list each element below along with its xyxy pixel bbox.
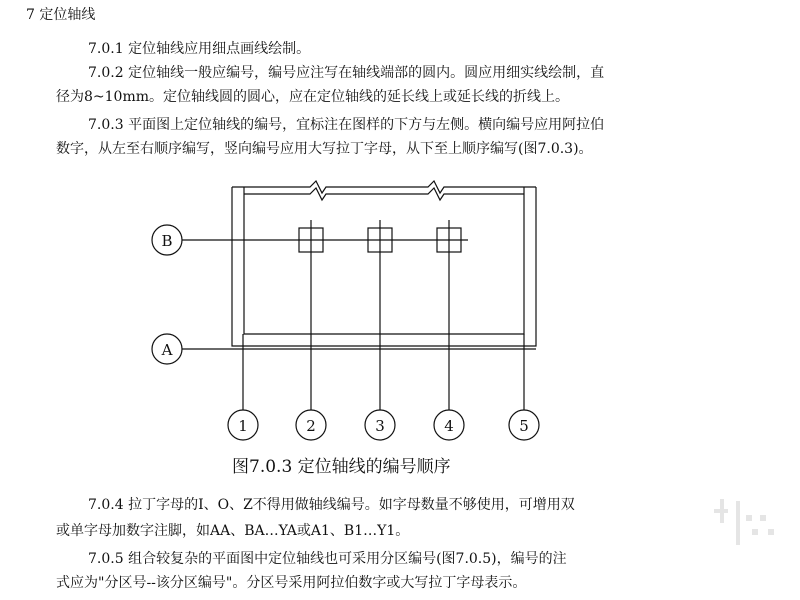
axis-label-a: A <box>161 341 173 359</box>
axis-label-1: 1 <box>238 417 248 435</box>
axis-label-4: 4 <box>444 417 454 435</box>
paragraph-7-0-1: 7.0.1 定位轴线应用细点画线绘制。 <box>88 41 311 57</box>
top-wall-inner-line <box>244 188 524 200</box>
paragraph-7-0-2-line-1: 7.0.2 定位轴线一般应编号，编号应注写在轴线端部的圆内。圆应用细实线绘制，直 <box>88 65 605 81</box>
top-wall-line <box>232 181 536 193</box>
paragraph-7-0-2-line-2: 径为8~10mm。定位轴线圆的圆心，应在定位轴线的延长线上或延长线的折线上。 <box>56 89 570 105</box>
paragraph-7-0-5-line-1: 7.0.5 组合较复杂的平面图中定位轴线也可采用分区编号(图7.0.5)，编号的注 <box>88 551 567 567</box>
axis-label-3: 3 <box>375 417 385 435</box>
paragraph-7-0-4-line-2: 或单字母加数字注脚，如AA、BA…YA或A1、B1…Y1。 <box>56 523 410 539</box>
paragraph-7-0-3-line-2: 数字，从左至右顺序编写，竖向编号应用大写拉丁字母，从下至上顺序编写(图7.0.3)。 <box>56 141 593 157</box>
watermark-icon <box>712 495 782 555</box>
figure-caption: 图7.0.3 定位轴线的编号顺序 <box>232 457 451 477</box>
outer-wall-line <box>232 187 536 346</box>
paragraph-7-0-3-line-1: 7.0.3 平面图上定位轴线的编号，宜标注在图样的下方与左侧。横向编号应用阿拉伯 <box>88 117 605 133</box>
axis-label-2: 2 <box>306 417 316 435</box>
axis-label-5: 5 <box>519 417 529 435</box>
axis-label-b: B <box>161 232 173 250</box>
section-heading: 7 定位轴线 <box>26 7 96 23</box>
paragraph-7-0-4-line-1: 7.0.4 拉丁字母的I、O、Z不得用做轴线编号。如字母数量不够使用，可增用双 <box>88 497 575 513</box>
paragraph-7-0-5-line-2: 式应为"分区号--该分区编号"。分区号采用阿拉伯数字或大写拉丁字母表示。 <box>56 575 527 591</box>
inner-wall-line <box>244 187 524 334</box>
